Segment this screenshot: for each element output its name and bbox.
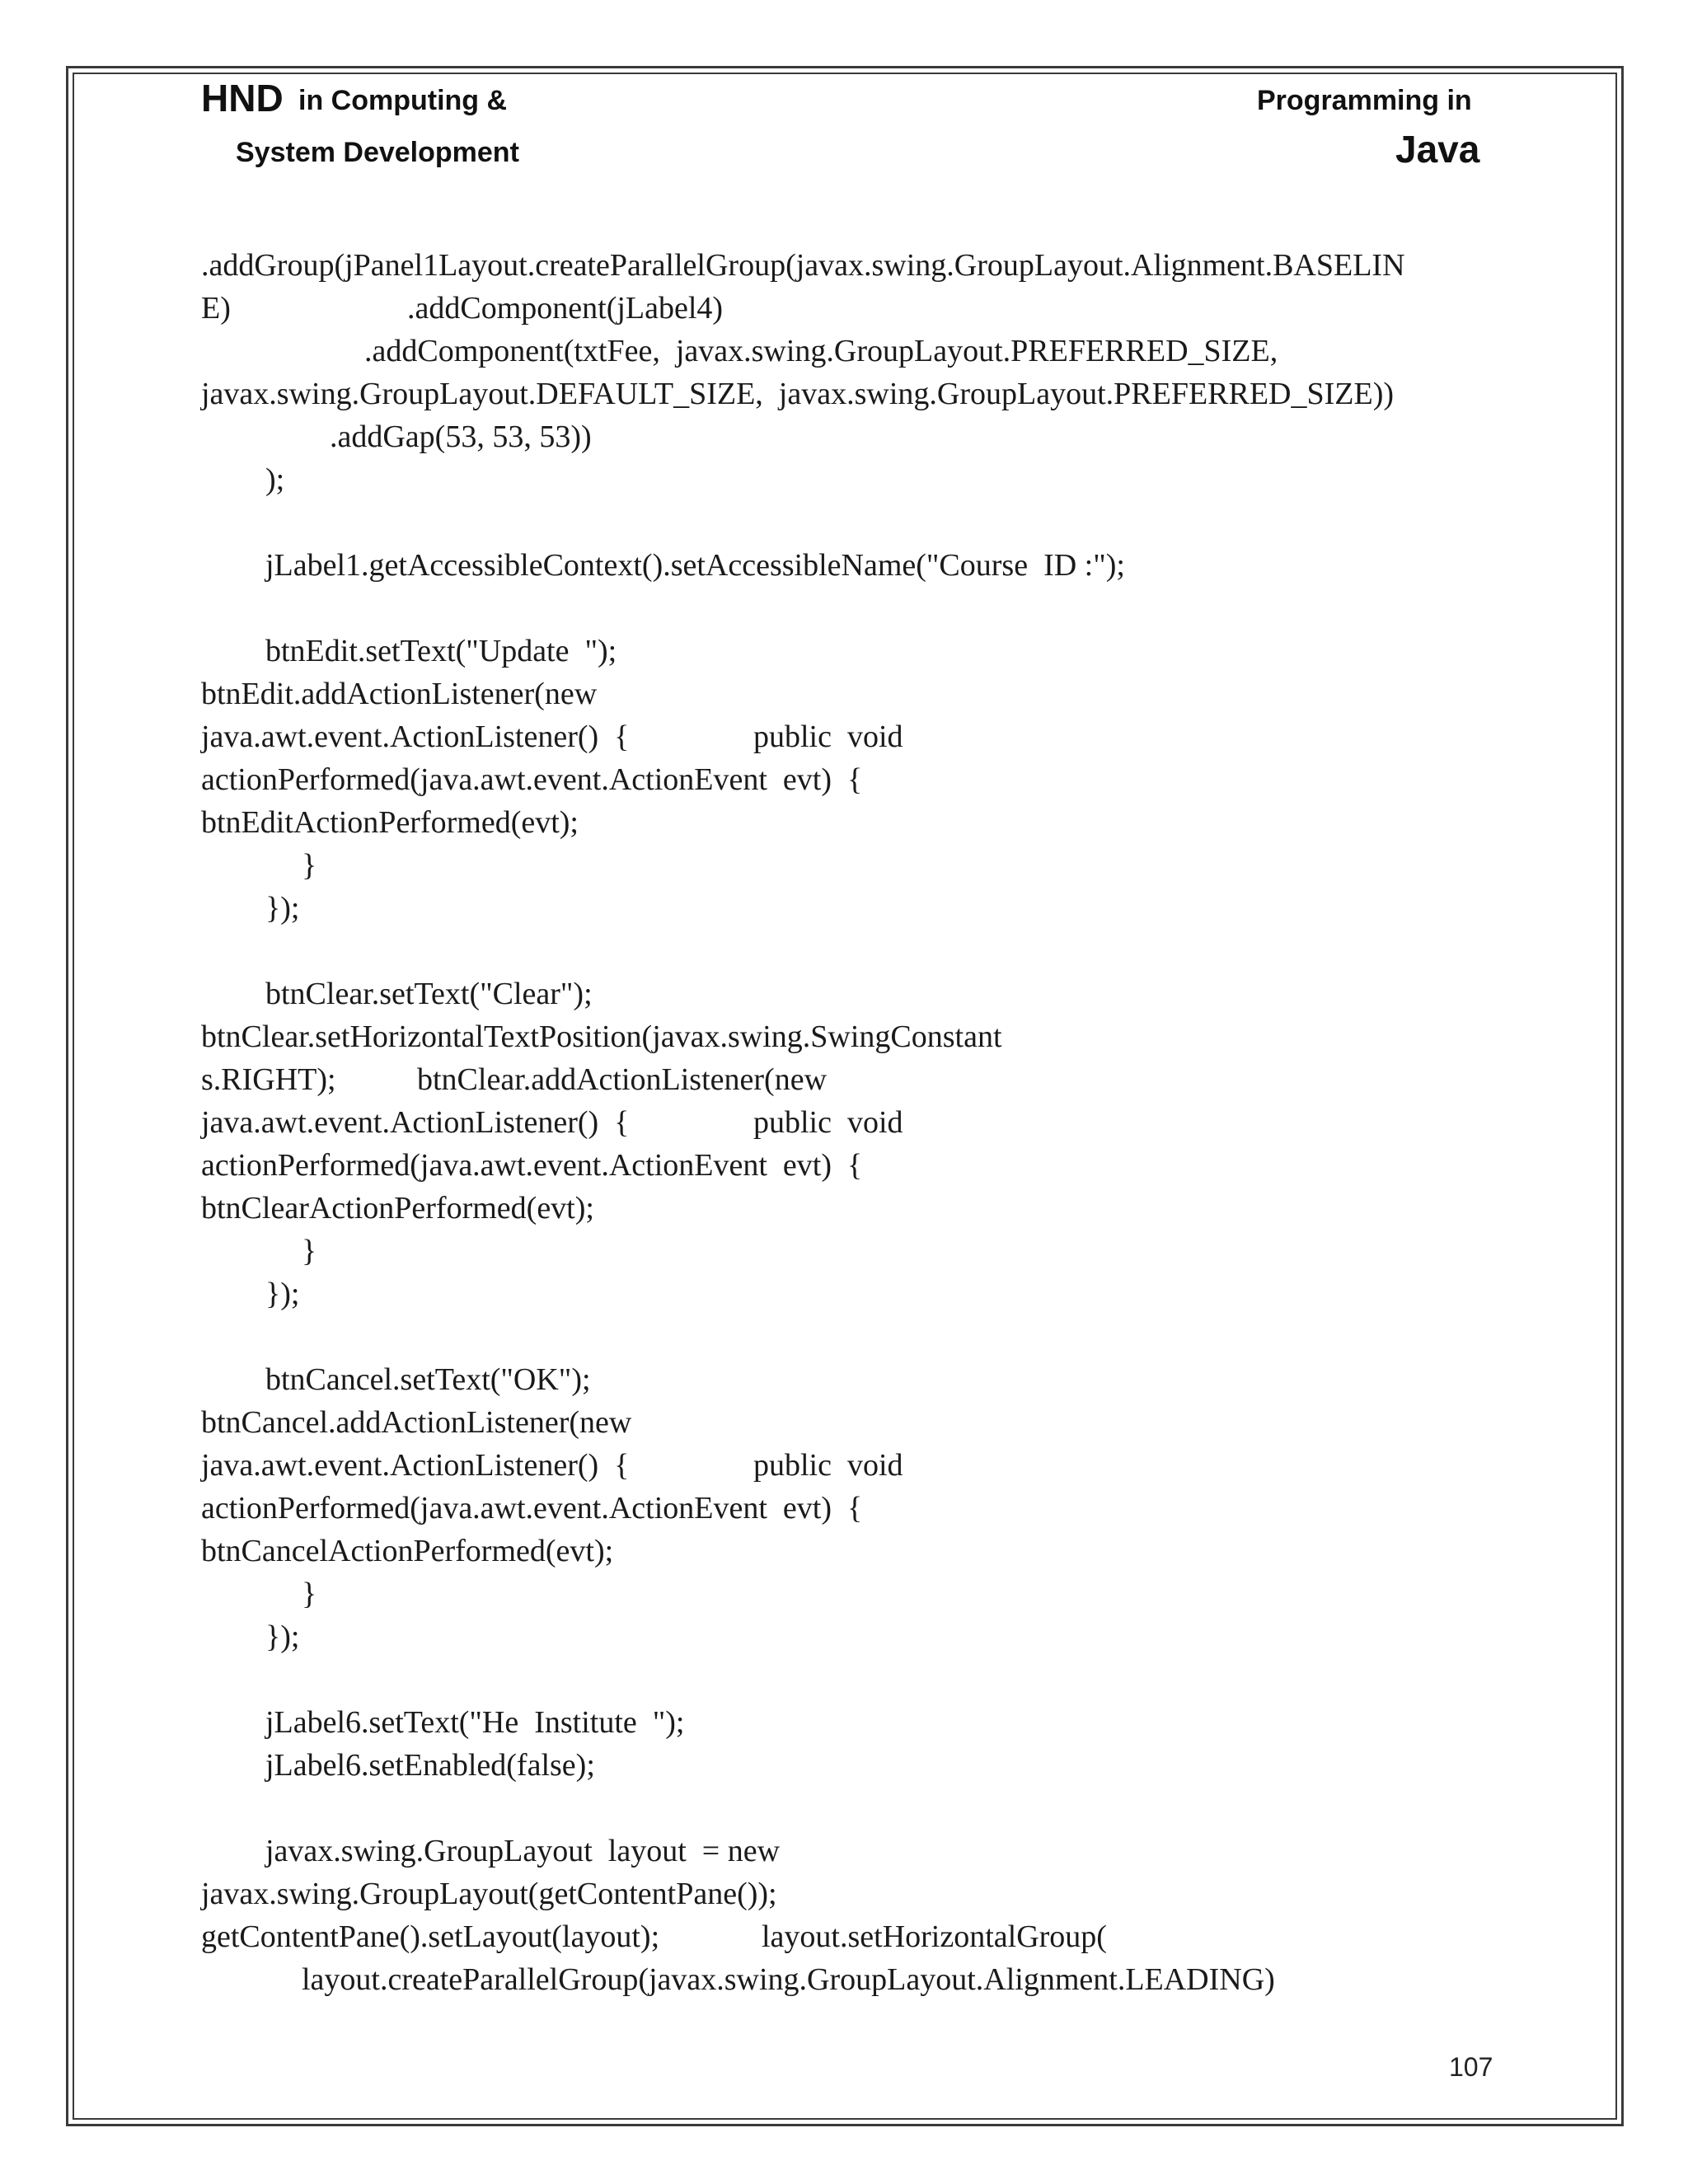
code-line: btnCancel.setText("OK"); <box>265 1362 591 1397</box>
header-course-line2: System Development <box>236 137 519 168</box>
code-line: btnClear.setText("Clear"); <box>265 977 593 1011</box>
code-line: actionPerformed(java.awt.event.ActionEvent evt) { <box>201 762 863 797</box>
code-line: jLabel1.getAccessibleContext().setAccessibleName("Course ID :"); <box>265 548 1125 583</box>
code-line: java.awt.event.ActionListener() { <box>201 719 630 754</box>
code-line: getContentPane().setLayout(layout); <box>201 1919 660 1954</box>
code-line: E) <box>201 291 231 326</box>
code-line: btnCancelActionPerformed(evt); <box>201 1534 614 1568</box>
code-line: }); <box>265 891 300 926</box>
code-line: s.RIGHT); <box>201 1062 336 1097</box>
code-line: java.awt.event.ActionListener() { <box>201 1105 630 1140</box>
code-line: btnEdit.setText("Update "); <box>265 634 617 668</box>
code-line: layout.createParallelGroup(javax.swing.GroupLayout.Alignment.LEADING) <box>302 1962 1275 1997</box>
code-line: } <box>302 1577 317 1611</box>
page-number: 107 <box>1449 2052 1493 2082</box>
code-line: public void <box>753 719 903 754</box>
header-subject-line1: Programming in <box>1257 85 1472 116</box>
code-line: } <box>302 848 317 883</box>
header-hnd: HND <box>201 77 284 120</box>
code-line: java.awt.event.ActionListener() { <box>201 1448 630 1483</box>
code-line: .addComponent(jLabel4) <box>407 291 724 326</box>
code-line: }); <box>265 1277 300 1311</box>
code-line: public void <box>753 1105 903 1140</box>
code-line: public void <box>753 1448 903 1483</box>
code-line: }); <box>265 1619 300 1654</box>
code-line: .addGroup(jPanel1Layout.createParallelGroup(javax.swing.GroupLayout.Alignment.BASELIN <box>201 248 1405 283</box>
code-line: layout.setHorizontalGroup( <box>762 1919 1107 1954</box>
code-line: actionPerformed(java.awt.event.ActionEvent evt) { <box>201 1491 863 1526</box>
code-line: .addGap(53, 53, 53)) <box>330 419 592 454</box>
code-line: javax.swing.GroupLayout layout = new <box>265 1834 781 1868</box>
code-line: btnClear.setHorizontalTextPosition(javax.swing.SwingConstant <box>201 1019 1002 1054</box>
code-line: btnEditActionPerformed(evt); <box>201 805 579 840</box>
code-line: btnClearActionPerformed(evt); <box>201 1191 594 1226</box>
code-line: jLabel6.setEnabled(false); <box>265 1748 595 1783</box>
code-line: btnEdit.addActionListener(new <box>201 677 598 711</box>
code-line: btnCancel.addActionListener(new <box>201 1405 632 1440</box>
code-line: javax.swing.GroupLayout.DEFAULT_SIZE, javax.swing.GroupLayout.PREFERRED_SIZE)) <box>201 377 1395 411</box>
code-line: btnClear.addActionListener(new <box>417 1062 828 1097</box>
code-line: jLabel6.setText("He Institute "); <box>265 1705 685 1740</box>
code-line: actionPerformed(java.awt.event.ActionEvent evt) { <box>201 1148 863 1183</box>
header-subject-line2: Java <box>1395 128 1480 171</box>
code-line: ); <box>265 462 285 497</box>
code-line: javax.swing.GroupLayout(getContentPane()); <box>201 1877 777 1911</box>
code-line: } <box>302 1234 317 1268</box>
code-line: .addComponent(txtFee, javax.swing.GroupLayout.PREFERRED_SIZE, <box>364 334 1278 368</box>
header-course-line1: in Computing & <box>298 85 508 116</box>
